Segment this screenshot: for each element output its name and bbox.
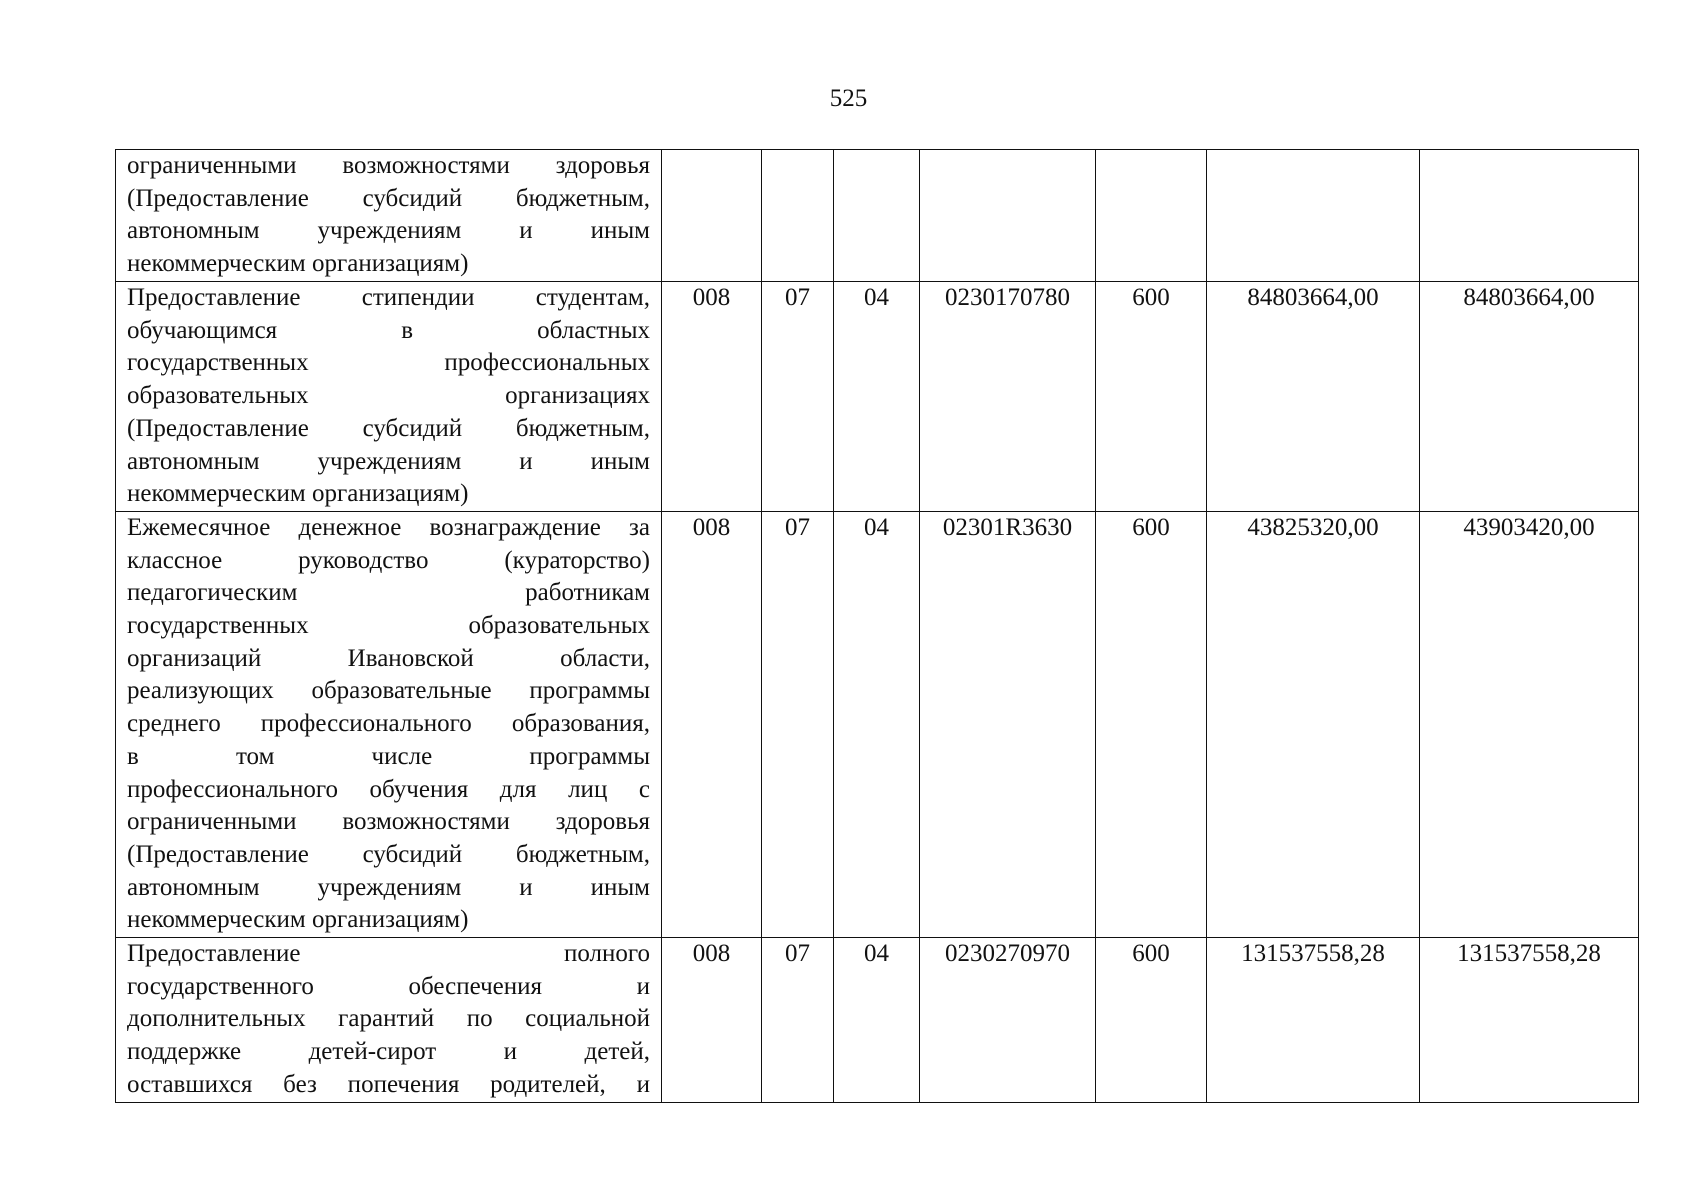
expense-type-cell: 600 [1096,938,1207,1103]
description-line: дополнительных гарантий по социальной [127,1005,650,1033]
expense-type-cell: 600 [1096,282,1207,512]
expense-type-cell [1096,150,1207,282]
expense-type-cell: 600 [1096,511,1207,937]
section-code-cell [762,150,834,282]
ministry-code-cell: 008 [662,282,762,512]
description-line: педагогическим работникам [127,579,650,607]
description-line: государственных профессиональных [127,349,650,377]
description-line: государственного обеспечения и [127,972,650,1000]
description-line: в том числе программы [127,742,650,770]
description-line: государственных образовательных [127,612,650,640]
table-row [116,150,1639,282]
target-article-cell: 0230270970 [920,938,1096,1103]
description-line: ограниченными возможностями здоровья [127,808,650,836]
ministry-code-cell: 008 [662,938,762,1103]
description-line: автономным учреждениям и иным [127,217,650,245]
ministry-code-cell [662,150,762,282]
amount-year-2-cell: 43903420,00 [1420,511,1639,937]
description-line: классное руководство (кураторство) [127,546,650,574]
amount-year-1-cell [1207,150,1420,282]
amount-year-1-cell: 84803664,00 [1207,282,1420,512]
description-line: автономным учреждениям и иным [127,447,650,475]
section-code-cell: 07 [762,282,834,512]
description-line: оставшихся без попечения родителей, и [127,1070,650,1098]
subsection-code-cell: 04 [834,938,920,1103]
subsection-code-cell [834,150,920,282]
description-line: обучающимся в областных [127,316,650,344]
description-line: автономным учреждениям и иным [127,873,650,901]
description-line: образовательных организациях [127,382,650,410]
amount-year-1-cell: 43825320,00 [1207,511,1420,937]
subsection-code-cell: 04 [834,511,920,937]
description-line: (Предоставление субсидий бюджетным, [127,840,650,868]
row-description [116,938,662,1103]
amount-year-1-cell: 131537558,28 [1207,938,1420,1103]
description-line: Предоставление полного [127,940,650,968]
description-line: некоммерческим организациям) [127,250,469,278]
description-line: организаций Ивановской области, [127,644,650,672]
budget-table [115,149,1639,1103]
description-line: (Предоставление субсидий бюджетным, [127,414,650,442]
table-row [116,511,1639,937]
description-line: Предоставление стипендии студентам, [127,284,650,311]
description-line: (Предоставление субсидий бюджетным, [127,184,650,212]
description-line: среднего профессионального образования, [127,710,650,738]
description-line: профессионального обучения для лиц с [127,775,650,803]
subsection-code-cell: 04 [834,282,920,512]
ministry-code-cell: 008 [662,511,762,937]
description-line: реализующих образовательные программы [127,677,650,705]
section-code-cell: 07 [762,511,834,937]
description-line: поддержке детей-сирот и детей, [127,1038,650,1066]
description-line: некоммерческим организациям) [127,906,469,934]
row-description [116,282,662,512]
amount-year-2-cell: 131537558,28 [1420,938,1639,1103]
row-description [116,150,662,282]
target-article-cell [920,150,1096,282]
page-number: 525 [829,85,868,112]
description-line: некоммерческим организациям) [127,480,469,508]
amount-year-2-cell: 84803664,00 [1420,282,1639,512]
table-row [116,282,1639,512]
description-line: Ежемесячное денежное вознаграждение за [127,513,650,541]
amount-year-2-cell [1420,150,1639,282]
section-code-cell: 07 [762,938,834,1103]
table-row [116,938,1639,1103]
row-description [116,511,662,937]
target-article-cell: 0230170780 [920,282,1096,512]
description-line: ограниченными возможностями здоровья [127,152,650,179]
target-article-cell: 02301R3630 [920,511,1096,937]
